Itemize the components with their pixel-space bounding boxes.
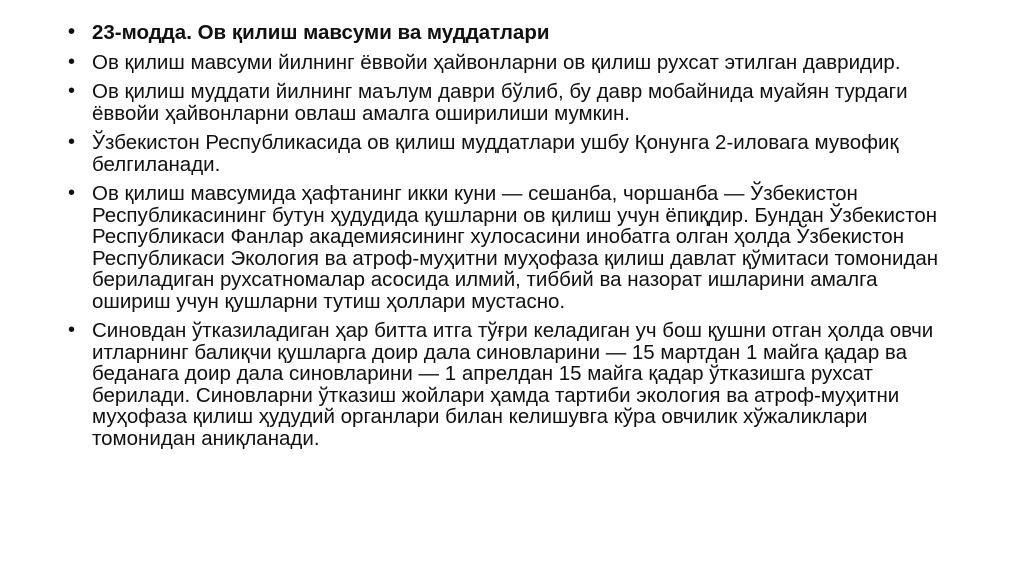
bullet-hunting-period: • Ов қилиш муддати йилнинг маълум даври бўлиб, бу давр мобайнида муайян турдаги ёввойи ҳайвонларни овлаш амалга оширилиши мумкин. [64, 81, 954, 124]
bullet-hunting-deadlines: • Ўзбекистон Республикасида ов қилиш муддатлари ушбу Қонунга 2-иловага мувофиқ белгиланади. [64, 132, 954, 175]
bullet-list [64, 22, 954, 449]
bullet-hunting-season: • Ов қилиш мавсуми йилнинг ёввойи ҳайвонларни ов қилиш рухсат этилган давридир. [64, 52, 954, 74]
bullet-closed-days: • Ов қилиш мавсумида ҳафтанинг икки куни — сешанба, чоршанба — Ўзбекистон Республикасининг бутун ҳудудида қушларни ов қилиш учун ёпиқдир. Бундан Ўзбекистон Республикаси Фанлар академиясининг хулосасини инобатга олган ҳолда Ўзбекистон Республикаси Экология ва атроф-муҳитни муҳофаза қилиш давлат қўмитаси томонидан бериладиган рухсатномалар асосида илмий, тиббий ва назорат ишларини амалга ошириш учун қушларни тутиш ҳоллари мустасно. [64, 183, 954, 312]
article-heading: • 23-модда. Ов қилиш мавсуми ва муддатлари [64, 22, 954, 44]
bullet-dog-field-trials: • Синовдан ўтказиладиган ҳар битта итга тўғри келадиган уч бош қушни отган ҳолда овчи итларнинг балиқчи қушларга доир дала синовларини — 15 мартдан 1 майга қадар ва беданага доир дала синовларини — 1 апрелдан 15 майга қадар ўтказишга рухсат берилади. Синовларни ўтказиш жойлари ҳамда тартиби экология ва атроф-муҳитни муҳофаза қилиш ҳудудий органлари билан келишувга кўра овчилик хўжаликлари томонидан аниқланади. [64, 320, 954, 449]
